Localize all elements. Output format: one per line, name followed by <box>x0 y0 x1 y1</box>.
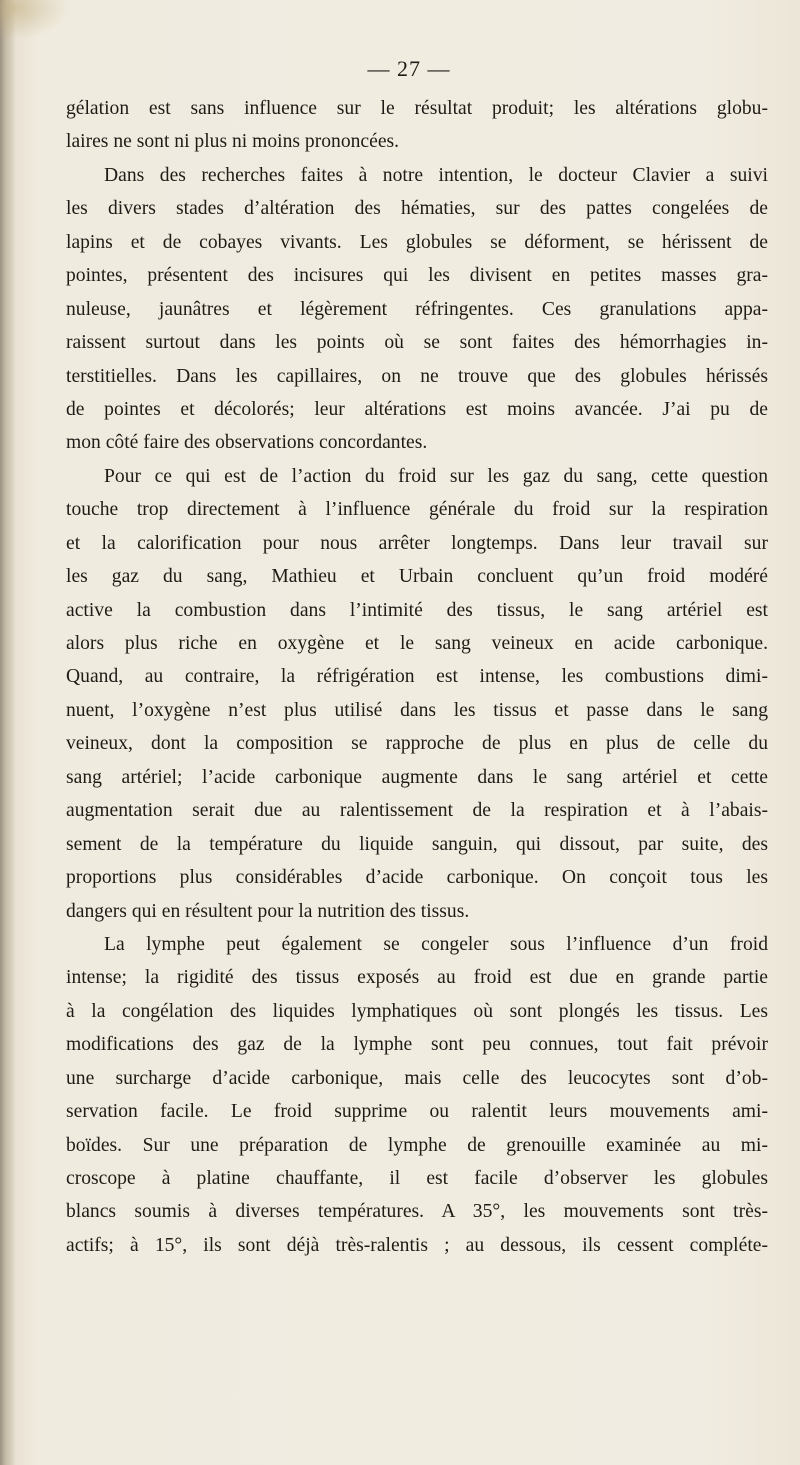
text-line: nuleuse, jaunâtres et légèrement réfringentes. Ces granulations appa- <box>66 298 768 320</box>
text-line: Pour ce qui est de l’action du froid sur les gaz du sang, cette question <box>104 465 768 487</box>
text-line: les gaz du sang, Mathieu et Urbain concluent qu’un froid modéré <box>66 566 768 588</box>
text-line: à la congélation des liquides lymphatiques où sont plongés les tissus. Les <box>66 1000 768 1022</box>
text-line: actifs; à 15°, ils sont déjà très-ralentis ; au dessous, ils cessent compléte- <box>66 1234 768 1256</box>
text-line: de pointes et décolorés; leur altérations est moins avancée. J’ai pu de <box>66 398 768 420</box>
text-line: Dans des recherches faites à notre intention, le docteur Clavier a suivi <box>104 164 768 186</box>
text-line: alors plus riche en oxygène et le sang veineux en acide carbonique. <box>66 633 768 654</box>
paper-stain <box>0 0 70 40</box>
page-number: — 27 — <box>367 56 451 81</box>
text-line: pointes, présentent des incisures qui les divisent en petites masses gra- <box>66 265 768 287</box>
text-line: gélation est sans influence sur le résultat produit; les altérations globu- <box>66 98 768 119</box>
text-line: dangers qui en résultent pour la nutrition des tissus. <box>66 900 470 922</box>
text-line: terstitielles. Dans les capillaires, on ne trouve que des globules hérissés <box>66 365 768 387</box>
text-line: les divers stades d’altération des hématies, sur des pattes congelées de <box>66 198 768 220</box>
binding-shadow <box>0 0 16 1465</box>
text-line: intense; la rigidité des tissus exposés au froid est due en grande partie <box>66 967 768 989</box>
text-line: laires ne sont ni plus ni moins prononcées. <box>66 131 400 153</box>
text-line: et la calorification pour nous arrêter longtemps. Dans leur travail sur <box>66 532 768 554</box>
text-line: sang artériel; l’acide carbonique augmente dans le sang artériel et cette <box>66 766 768 788</box>
text-line: mon côté faire des observations concordantes. <box>66 432 428 454</box>
text-line: croscope à platine chauffante, il est facile d’observer les globules <box>66 1168 768 1189</box>
text-line: lapins et de cobayes vivants. Les globules se déforment, se hérissent de <box>66 231 768 253</box>
text-line: Quand, au contraire, la réfrigération est intense, les combustions dimi- <box>66 666 768 688</box>
text-line: raissent surtout dans les points où se sont faites des hémorrhagies in- <box>66 332 768 354</box>
text-line: une surcharge d’acide carbonique, mais celle des leucocytes sont d’ob- <box>66 1067 768 1089</box>
body-text <box>66 92 768 1262</box>
text-line: proportions plus considérables d’acide carbonique. On conçoit tous les <box>66 867 768 889</box>
text-line: boïdes. Sur une préparation de lymphe de grenouille examinée au mi- <box>66 1134 768 1156</box>
text-line: modifications des gaz de la lymphe sont peu connues, tout fait prévoir <box>66 1034 768 1056</box>
text-line: active la combustion dans l’intimité des tissus, le sang artériel est <box>66 599 768 621</box>
text-line: touche trop directement à l’influence générale du froid sur la respiration <box>66 499 768 521</box>
text-line: blancs soumis à diverses températures. A 35°, les mouvements sont très- <box>66 1201 768 1223</box>
text-line: augmentation serait due au ralentissement de la respiration et à l’abais- <box>66 800 768 822</box>
text-line: veineux, dont la composition se rapproche de plus en plus de celle du <box>66 733 768 755</box>
text-line: servation facile. Le froid supprime ou ralentit leurs mouvements ami- <box>66 1101 768 1123</box>
text-line: sement de la température du liquide sanguin, qui dissout, par suite, des <box>66 833 768 855</box>
text-line: nuent, l’oxygène n’est plus utilisé dans les tissus et passe dans le sang <box>66 699 768 721</box>
text-line: La lymphe peut également se congeler sous l’influence d’un froid <box>104 933 768 955</box>
